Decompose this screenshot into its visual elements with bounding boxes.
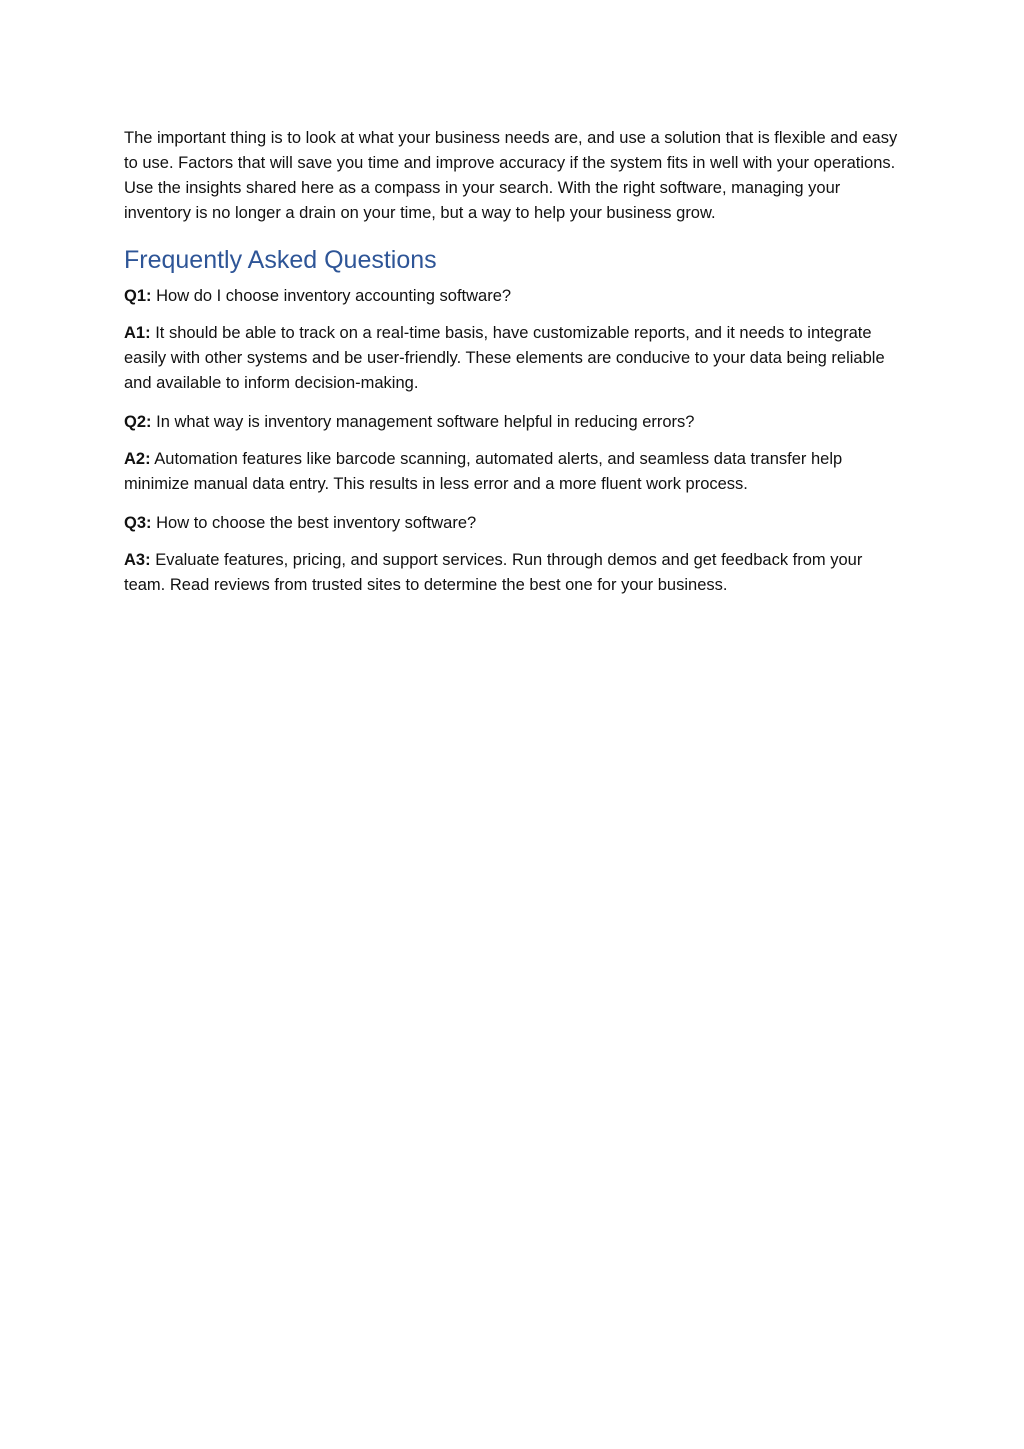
question-text: In what way is inventory management software helpful in reducing errors?	[156, 413, 695, 431]
document-body	[124, 126, 902, 612]
faq-answer-1	[124, 321, 902, 396]
answer-text: Automation features like barcode scanning, automated alerts, and seamless data transfer help minimize manual data entry. This results in less error and a more fluent work process.	[124, 450, 843, 493]
faq-answer-2	[124, 447, 902, 497]
question-label: Q1:	[124, 287, 152, 305]
answer-label: A1:	[124, 324, 151, 342]
faq-question-1	[124, 284, 902, 309]
answer-label: A3:	[124, 551, 151, 569]
faq-question-3	[124, 511, 902, 536]
intro-paragraph: The important thing is to look at what your business needs are, and use a solution that is flexible and easy to use. Factors that will save you time and improve accuracy if the system fits in well with your operations. Use the insights shared here as a compass in your search. With the right software, managing your inventory is no longer a drain on your time, but a way to help your business grow.	[124, 129, 898, 222]
question-text: How to choose the best inventory software?	[156, 514, 477, 532]
question-text: How do I choose inventory accounting software?	[156, 287, 512, 305]
answer-text: It should be able to track on a real-time basis, have customizable reports, and it needs to integrate easily with other systems and be user-friendly. These elements are conducive to your data being reliable and available to inform decision-making.	[124, 324, 885, 392]
faq-heading: Frequently Asked Questions	[124, 246, 437, 274]
answer-text: Evaluate features, pricing, and support services. Run through demos and get feedback from your team. Read reviews from trusted sites to determine the best one for your business.	[124, 551, 863, 594]
question-label: Q3:	[124, 514, 152, 532]
answer-label: A2:	[124, 450, 151, 468]
faq-question-2	[124, 410, 902, 435]
faq-answer-3	[124, 548, 902, 598]
question-label: Q2:	[124, 413, 152, 431]
